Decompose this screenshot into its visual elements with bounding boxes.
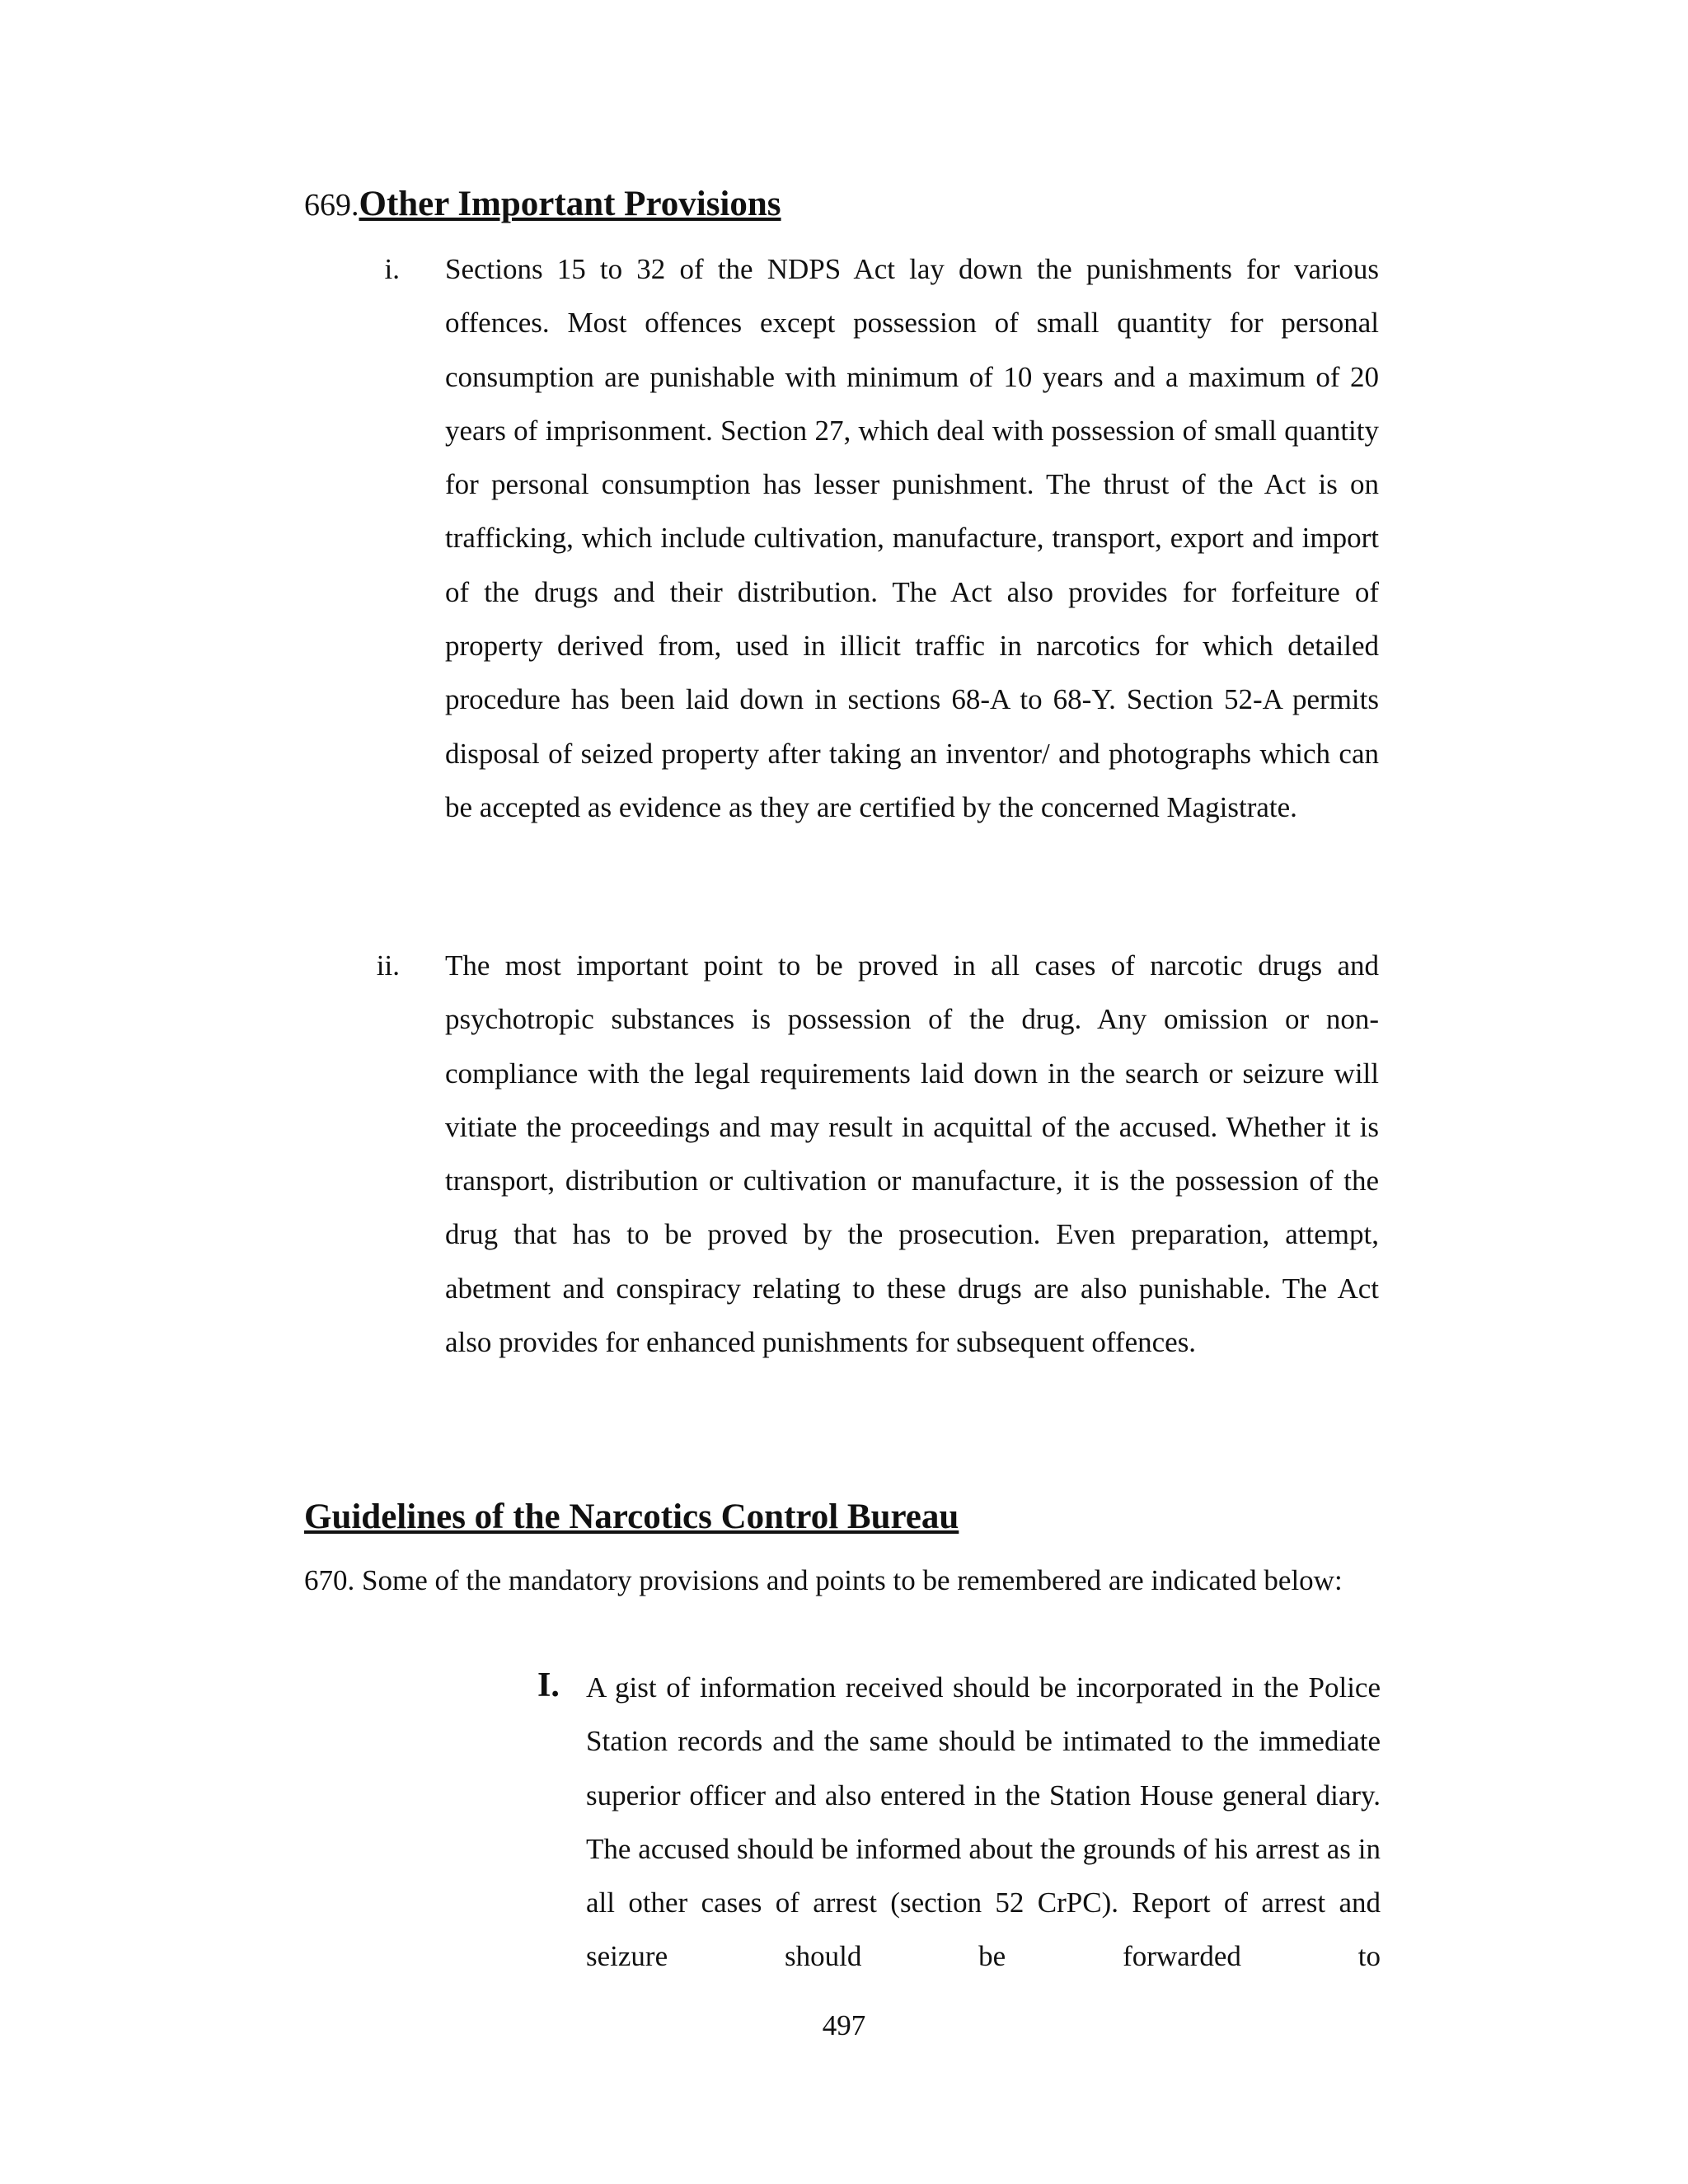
page-number: 497: [822, 2009, 866, 2041]
item-ii-text: The most important point to be proved in all cases of narcotic drugs and psychotropic substances is possession of the drug. Any omission or non-compliance with the legal requirements laid down in the search or seizure will vitiate the proceedings and may result in acquittal of the accused. Whether it is transport, distribution or cultivation or manufacture, it is the possession of the drug that has to be proved by the prosecution. Even preparation, attempt, abetment and conspiracy relating to these drugs are also punishable. The Act also provides for enhanced punishments for subsequent offences.: [445, 949, 1379, 1359]
section-title: Other Important Provisions: [359, 185, 781, 223]
guidelines-heading: Guidelines of the Narcotics Control Bureau: [304, 1497, 959, 1536]
section-number: 669.: [304, 188, 359, 223]
item-marker-I: I.: [537, 1666, 560, 1704]
item-marker-i: i.: [384, 253, 400, 285]
section-669-heading: [304, 183, 781, 226]
paragraph-670: 670. Some of the mandatory provisions and points to be remembered are indicated below:: [304, 1564, 1343, 1596]
item-I-text: A gist of information received should be incorporated in the Police Station records and the same should be intimated to the immediate superior officer and also entered in the Station House general diary. The accused should be informed about the grounds of his arrest as in all other cases of arrest (section 52 CrPC). Report of arrest and seizure should be forwarded to: [586, 1671, 1381, 1973]
item-marker-ii: ii.: [376, 949, 400, 982]
item-i-text: Sections 15 to 32 of the NDPS Act lay down the punishments for various offences. Most offences except possession of small quantity for personal consumption are punishable with minimum of 10 years and a maximum of 20 years of imprisonment. Section 27, which deal with possession of small quantity for personal consumption has lesser punishment. The thrust of the Act is on trafficking, which include cultivation, manufacture, transport, export and import of the drugs and their distribution. The Act also provides for forfeiture of property derived from, used in illicit traffic in narcotics for which detailed procedure has been laid down in sections 68-A to 68-Y. Section 52-A permits disposal of seized property after taking an inventor/ and photographs which can be accepted as evidence as they are certified by the concerned Magistrate.: [445, 253, 1379, 823]
